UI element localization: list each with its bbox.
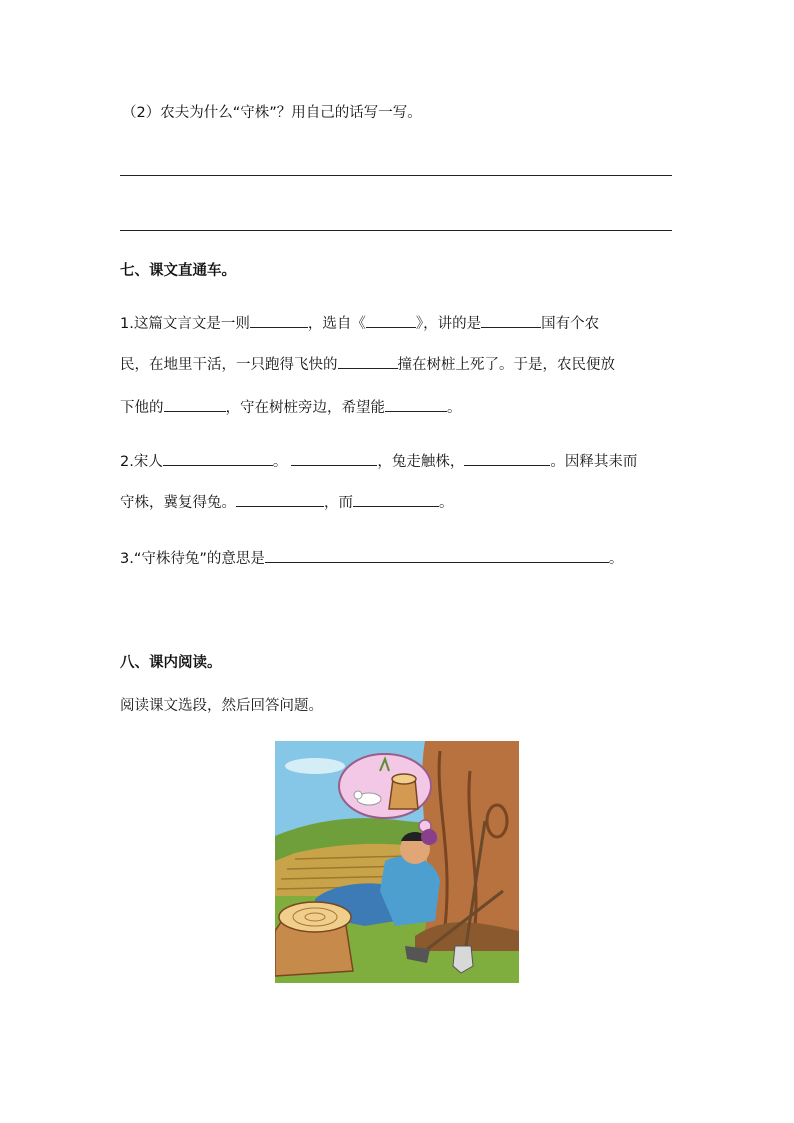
item-1-text-f: 撞在树桩上死了。于是，农民便放 (397, 357, 615, 373)
answer-line-2[interactable] (120, 230, 672, 231)
blank-11[interactable] (353, 491, 439, 507)
item-2-text-a: 2.宋人 (120, 454, 163, 470)
dream-stump-top (392, 774, 416, 784)
item-1-text-e: 民，在地里干活，一只跑得飞快的 (120, 357, 338, 373)
item-1-line-1 (120, 312, 599, 334)
blank-8[interactable] (291, 450, 377, 466)
dream-rabbit-head (354, 791, 362, 799)
item-2-text-d: 。因释其耒而 (550, 454, 638, 470)
blank-10[interactable] (236, 491, 324, 507)
blank-3[interactable] (481, 312, 541, 328)
item-2-text-b: 。 (272, 454, 288, 470)
section-8-instruction: 阅读课文选段，然后回答问题。 (120, 698, 323, 714)
item-3-text-b: 。 (608, 551, 624, 567)
item-2-line-1 (120, 450, 637, 472)
blank-2[interactable] (366, 312, 416, 328)
item-2-line-2 (120, 491, 454, 513)
item-2-text-f: ，而 (324, 495, 353, 511)
blank-7[interactable] (163, 450, 273, 466)
blank-5[interactable] (164, 396, 226, 412)
item-1-text-d: 国有个农 (541, 316, 600, 332)
question-6-2: （2）农夫为什么“守株”？用自己的话写一写。 (122, 105, 422, 121)
stump-top (279, 902, 351, 932)
item-2-text-g: 。 (439, 495, 454, 511)
item-1-text-c: 》，讲的是 (415, 316, 482, 332)
blank-1[interactable] (250, 312, 308, 328)
blank-6[interactable] (385, 396, 447, 412)
item-3-text-a: 3.“守株待兔”的意思是 (120, 551, 265, 567)
farmer-hair-bun (421, 829, 437, 845)
blank-12[interactable] (265, 547, 609, 563)
item-2-text-c: ，兔走触株， (377, 454, 465, 470)
answer-line-1[interactable] (120, 175, 672, 176)
item-1-text-b: ，选自《 (307, 316, 366, 332)
illustration-svg (275, 741, 519, 983)
blank-9[interactable] (464, 450, 550, 466)
item-1-line-3 (120, 396, 462, 418)
item-2-text-e: 守株，冀复得兔。 (120, 495, 236, 511)
section-7-heading: 七、课文直通车。 (120, 263, 236, 279)
section-8-heading: 八、课内阅读。 (120, 655, 222, 671)
item-1-text-g: 下他的 (120, 400, 164, 416)
item-1-line-2 (120, 353, 615, 375)
cloud-icon (285, 758, 345, 774)
blank-4[interactable] (338, 353, 398, 369)
item-1-text-h: ，守在树桩旁边，希望能 (225, 400, 385, 416)
farmer-waiting-by-stump-illustration (275, 741, 519, 983)
item-1-text-a: 1.这篇文言文是一则 (120, 316, 250, 332)
item-3-line (120, 547, 623, 569)
item-1-text-i: 。 (447, 400, 462, 416)
